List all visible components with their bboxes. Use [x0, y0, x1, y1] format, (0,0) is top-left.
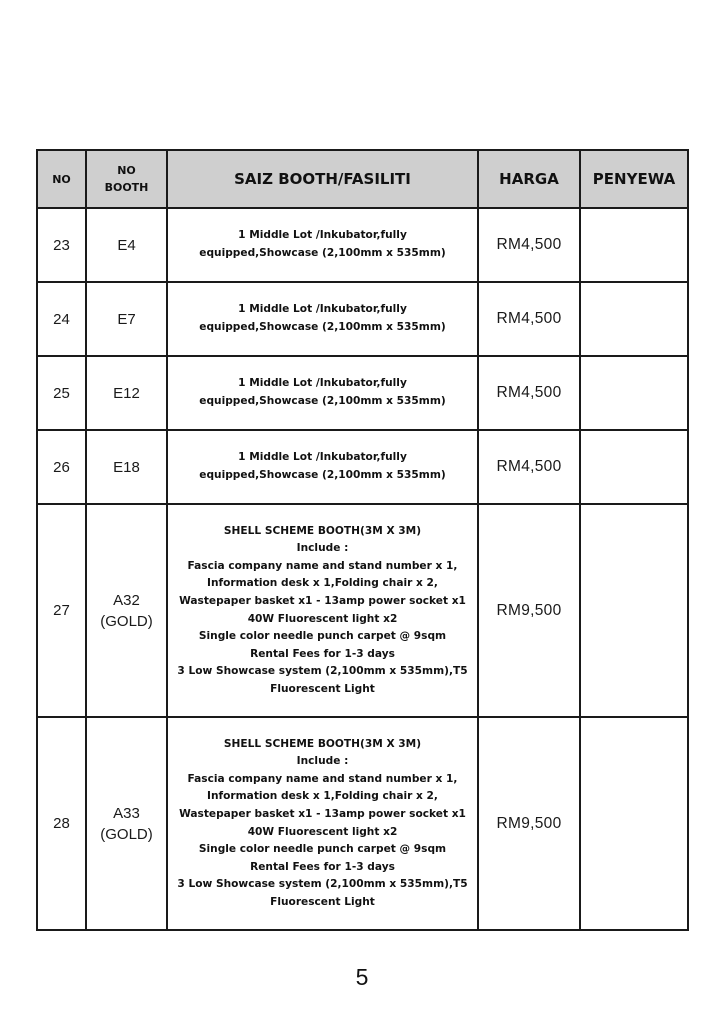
row-penyewa: [580, 504, 688, 717]
fasiliti-line: 1 Middle Lot /Inkubator,fully: [238, 451, 407, 464]
row-no: 28: [37, 717, 86, 930]
row-saiz-fasiliti: [167, 717, 478, 930]
table-row: [37, 356, 688, 430]
fasiliti-line: equipped,Showcase (2,100mm x 535mm): [199, 395, 446, 407]
table-header-row: [37, 150, 688, 208]
fasiliti-line: 1 Middle Lot /Inkubator,fully: [238, 377, 407, 390]
booth-code: A33: [113, 804, 140, 822]
table-row: [37, 430, 688, 504]
row-penyewa: [580, 430, 688, 504]
fasiliti-line: equipped,Showcase (2,100mm x 535mm): [199, 321, 446, 333]
row-harga: RM9,500: [478, 717, 580, 930]
table-row: [37, 208, 688, 282]
row-booth: [86, 504, 167, 717]
row-saiz-fasiliti: [167, 208, 478, 282]
row-harga: RM4,500: [478, 430, 580, 504]
fasiliti-line: equipped,Showcase (2,100mm x 535mm): [199, 247, 446, 259]
booth-code: A32: [113, 591, 140, 609]
page-number: 5: [355, 964, 369, 990]
fasiliti-line: 40W Fluorescent light x2: [247, 825, 398, 838]
booth-code: E4: [117, 236, 136, 254]
fasiliti-line: 1 Middle Lot /Inkubator,fully: [238, 303, 407, 316]
row-booth: [86, 208, 167, 282]
fasiliti-line: 3 Low Showcase system (2,100mm x 535mm),T5: [177, 878, 468, 891]
row-harga: RM9,500: [478, 504, 580, 717]
row-saiz-fasiliti: [167, 430, 478, 504]
row-saiz-fasiliti: [167, 504, 478, 717]
header-harga: HARGA: [478, 150, 580, 208]
row-booth: [86, 430, 167, 504]
header-penyewa: PENYEWA: [580, 150, 688, 208]
header-no: NO: [37, 150, 86, 208]
fasiliti-line: 40W Fluorescent light x2: [247, 612, 398, 625]
fasiliti-line: Fascia company name and stand number x 1,: [187, 559, 458, 572]
fasiliti-line: Information desk x 1,Folding chair x 2,: [207, 790, 438, 803]
fasiliti-line: Include :: [296, 755, 349, 768]
row-harga: RM4,500: [478, 208, 580, 282]
row-booth: [86, 717, 167, 930]
fasiliti-line: Information desk x 1,Folding chair x 2,: [207, 577, 438, 590]
row-penyewa: [580, 356, 688, 430]
row-harga: RM4,500: [478, 356, 580, 430]
fasiliti-line: 3 Low Showcase system (2,100mm x 535mm),T5: [177, 665, 468, 678]
row-saiz-fasiliti: [167, 356, 478, 430]
fasiliti-line: Wastepaper basket x1 - 13amp power socket x1: [179, 807, 466, 820]
fasiliti-line: Rental Fees for 1-3 days: [250, 860, 395, 873]
booth-tier: (GOLD): [100, 612, 153, 630]
row-no: 27: [37, 504, 86, 717]
row-saiz-fasiliti: [167, 282, 478, 356]
fasiliti-line: Wastepaper basket x1 - 13amp power socket x1: [179, 594, 466, 607]
table-body: [37, 208, 688, 930]
row-no: 25: [37, 356, 86, 430]
fasiliti-line: Fluorescent Light: [270, 895, 375, 908]
booth-code: E7: [117, 310, 136, 328]
fasiliti-line: Single color needle punch carpet @ 9sqm: [198, 630, 447, 643]
booth-tier: (GOLD): [100, 825, 153, 843]
table-row: [37, 282, 688, 356]
fasiliti-line: SHELL SCHEME BOOTH(3M X 3M): [223, 737, 422, 750]
fasiliti-line: Fluorescent Light: [270, 682, 375, 695]
table-row: [37, 717, 688, 930]
header-no-booth-line1: NO: [117, 164, 136, 177]
fasiliti-line: equipped,Showcase (2,100mm x 535mm): [199, 469, 446, 481]
booth-code: E18: [113, 458, 140, 476]
row-booth: [86, 356, 167, 430]
fasiliti-line: SHELL SCHEME BOOTH(3M X 3M): [223, 524, 422, 537]
row-penyewa: [580, 282, 688, 356]
header-no-booth: [86, 150, 167, 208]
row-no: 26: [37, 430, 86, 504]
fasiliti-line: Include :: [296, 542, 349, 555]
row-penyewa: [580, 208, 688, 282]
fasiliti-line: Fascia company name and stand number x 1,: [187, 772, 458, 785]
header-saiz-booth: SAIZ BOOTH/FASILITI: [167, 150, 478, 208]
fasiliti-line: 1 Middle Lot /Inkubator,fully: [238, 229, 407, 242]
row-no: 24: [37, 282, 86, 356]
row-harga: RM4,500: [478, 282, 580, 356]
table-row: [37, 504, 688, 717]
row-penyewa: [580, 717, 688, 930]
booth-price-table: [36, 149, 689, 931]
header-no-booth-line2: BOOTH: [104, 181, 149, 194]
fasiliti-line: Single color needle punch carpet @ 9sqm: [198, 843, 447, 856]
fasiliti-line: Rental Fees for 1-3 days: [250, 647, 395, 660]
booth-code: E12: [113, 384, 140, 402]
row-no: 23: [37, 208, 86, 282]
row-booth: [86, 282, 167, 356]
